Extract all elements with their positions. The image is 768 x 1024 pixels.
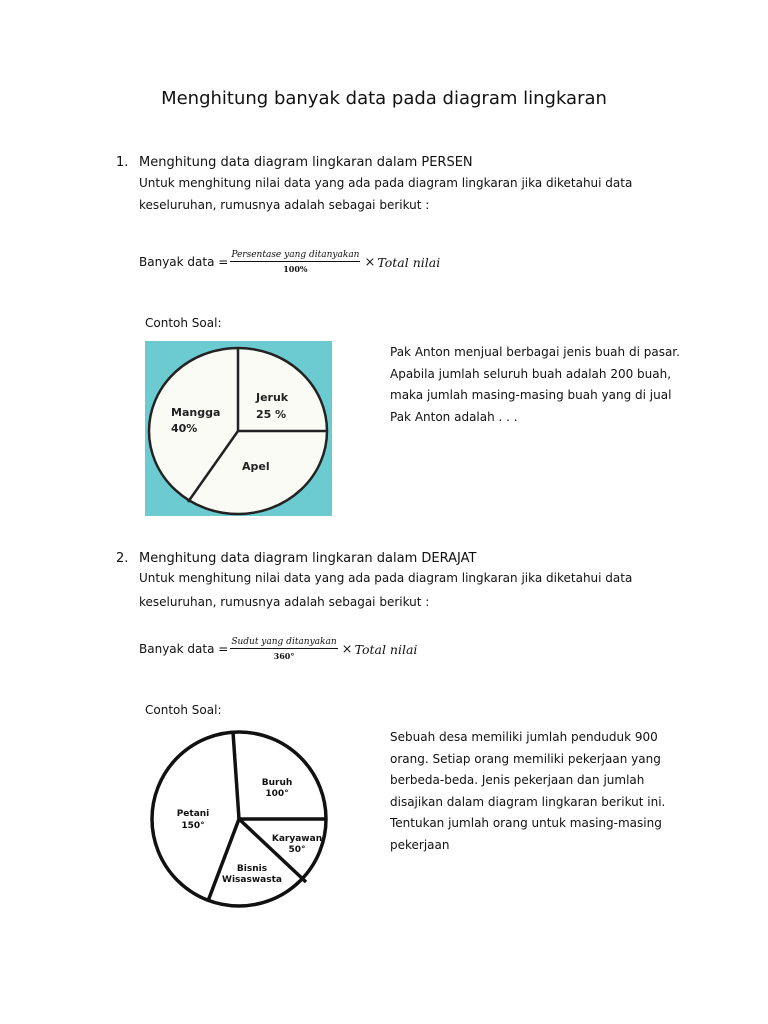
section-1-heading: Menghitung data diagram lingkaran dalam PERSEN xyxy=(139,155,473,170)
times-symbol: × xyxy=(364,254,376,270)
section-1-intro-line1: Untuk menghitung nilai data yang ada pada diagram lingkaran jika diketahui data xyxy=(139,176,633,190)
section-2-problem: Sebuah desa memiliki jumlah penduduk 900 orang. Setiap orang memiliki pekerjaan yang berbeda-beda. Jenis pekerjaan dan jumlah disajikan dalam diagram lingkaran berikut ini. Tentukan jumlah orang untuk masing-masing pekerjaan xyxy=(390,730,666,852)
section-2-intro-line1: Untuk menghitung nilai data yang ada pada diagram lingkaran jika diketahui data xyxy=(139,571,633,585)
section-1-formula xyxy=(139,250,440,274)
section-2-number: 2. xyxy=(116,551,129,566)
slice-value-karyawan: 50° xyxy=(288,845,306,855)
slice-label-wisaswasta: Wisaswasta xyxy=(222,875,282,885)
slice-label-petani: Petani xyxy=(176,809,210,819)
jobs-pie-chart xyxy=(145,728,335,910)
slice-value-petani: 150° xyxy=(181,821,205,831)
slice-label-apel: Apel xyxy=(242,460,270,473)
formula-denominator: 100% xyxy=(283,264,308,274)
formula-fraction xyxy=(230,250,360,274)
page-title: Menghitung banyak data pada diagram lingkaran xyxy=(161,88,607,109)
section-2-intro-line2: keseluruhan, rumusnya adalah sebagai berikut : xyxy=(139,595,430,609)
section-1-example-label: Contoh Soal: xyxy=(145,316,222,330)
formula-numerator: Persentase yang ditanyakan xyxy=(231,250,360,260)
formula-lhs: Banyak data = xyxy=(139,642,229,656)
formula-lhs: Banyak data = xyxy=(139,255,229,269)
formula-rhs: Total nilai xyxy=(377,254,441,270)
slice-value-buruh: 100° xyxy=(265,789,289,799)
slice-value-mangga: 40% xyxy=(171,422,198,435)
slice-label-jeruk: Jeruk xyxy=(256,391,289,404)
section-1-problem: Pak Anton menjual berbagai jenis buah di pasar. Apabila jumlah seluruh buah adalah 200 buah, maka jumlah masing-masing buah yang di jual Pak Anton adalah . . . xyxy=(390,345,680,424)
slice-label-karyawan: Karyawan xyxy=(271,834,323,844)
fruit-pie-chart xyxy=(145,341,332,516)
formula-fraction xyxy=(230,637,337,661)
formula-rhs: Total nilai xyxy=(354,641,418,657)
times-symbol: × xyxy=(341,641,353,657)
formula-numerator: Sudut yang ditanyakan xyxy=(231,637,337,647)
formula-denominator: 360° xyxy=(273,651,295,661)
slice-label-mangga: Mangga xyxy=(171,406,221,419)
section-2-heading: Menghitung data diagram lingkaran dalam DERAJAT xyxy=(139,551,477,566)
section-1-intro-line2: keseluruhan, rumusnya adalah sebagai berikut : xyxy=(139,198,430,212)
section-2-example-label: Contoh Soal: xyxy=(145,703,222,717)
section-1-number: 1. xyxy=(116,155,129,170)
section-2-formula xyxy=(139,637,417,661)
slice-label-bisnis: Bisnis xyxy=(236,864,268,874)
slice-label-buruh: Buruh xyxy=(261,778,293,788)
slice-value-jeruk: 25 % xyxy=(256,408,287,421)
